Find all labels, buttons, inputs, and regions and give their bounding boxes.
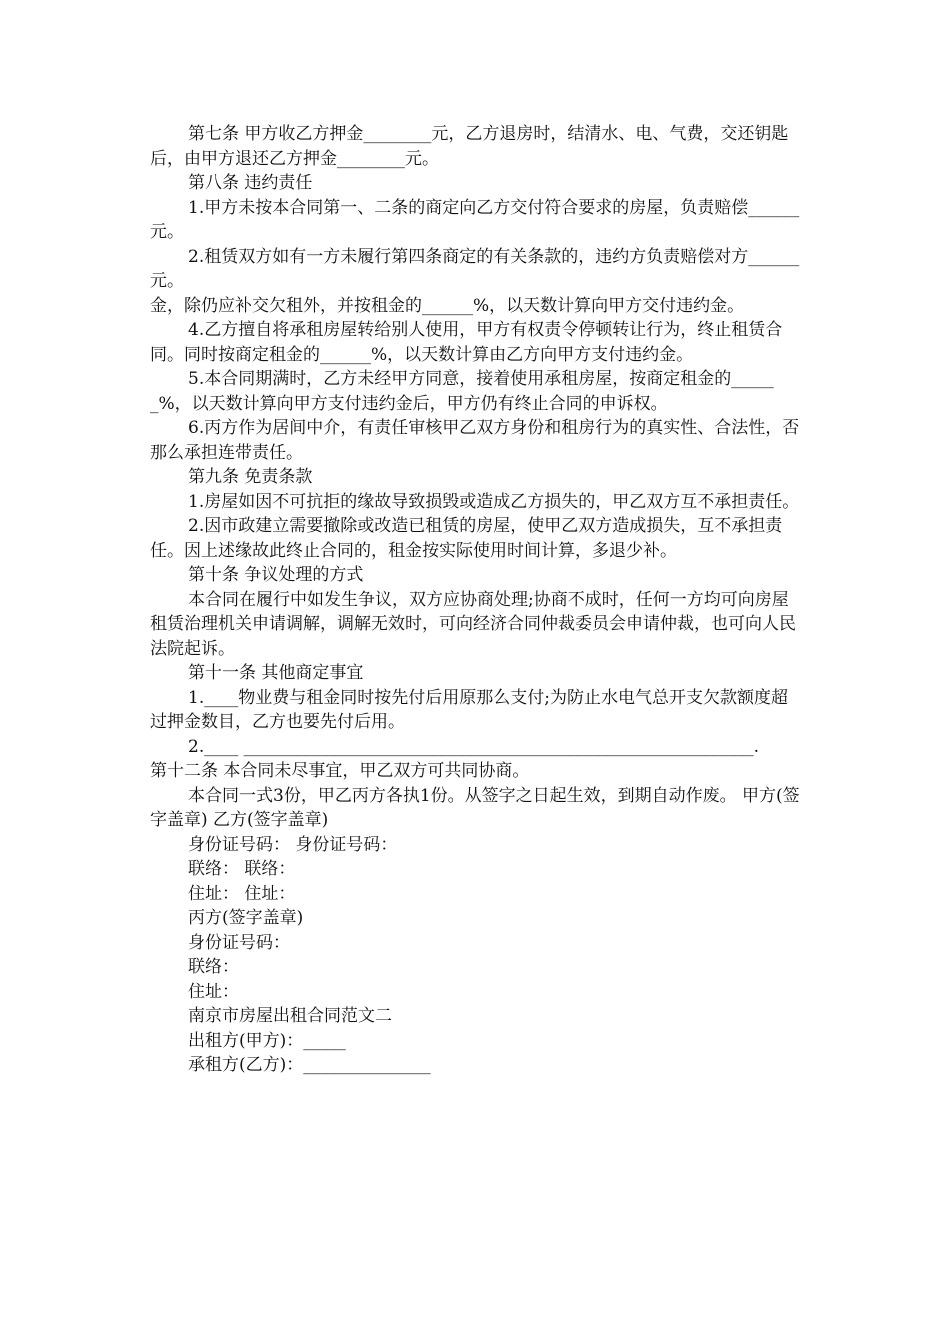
address-line: 住址： 住址： [188,883,296,904]
clause-11-item-2: 2.____ ____________________________________________________________. [188,736,760,757]
clause-8-item-1: 1.甲方未按本合同第一、二条的商定向乙方交付符合要求的房屋，负责赔偿______元。 [150,197,800,242]
clause-8-item-4: 4.乙方擅自将承租房屋转给别人使用，甲方有权责令停顿转让行为，终止租赁合同。同时按商定租金的______%，以天数计算由乙方向甲方支付违约金。 [150,320,783,365]
clause-8-item-2: 2.租赁双方如有一方未履行第四条商定的有关条款的，违约方负责赔偿对方______元。 [150,246,800,291]
clause-8-heading: 第八条 违约责任 [188,173,313,193]
copies-and-signatures: 本合同一式3份，甲乙丙方各执1份。从签字之日起生效，到期自动作废。 甲方(签字盖章) 乙方(签字盖章) [150,785,800,830]
party-c-address: 住址： [188,981,239,1002]
clause-9-heading: 第九条 免责条款 [188,467,313,487]
clause-11-heading: 第十一条 其他商定事宜 [188,663,364,683]
clause-9-item-2: 2.因市政建立需要撤除或改造已租赁的房屋，使甲乙双方造成损失，互不承担责任。因上述缘故此终止合同的，租金按实际使用时间计算，多退少补。 [150,516,783,561]
party-c-id-number: 身份证号码： [188,932,290,953]
document-body [150,122,800,1078]
party-c-signature: 丙方(签字盖章) [188,908,304,928]
contact-line: 联络： 联络： [188,859,296,879]
id-number-line: 身份证号码： 身份证号码： [188,834,398,855]
clause-9-item-1: 1.房屋如因不可抗拒的缘故导致损毁或造成乙方损失的，甲乙双方互不承担责任。 [188,491,800,512]
clause-8-item-3-fragment: 金，除仍应补交欠租外，并按租金的______%，以天数计算向甲方交付违约金。 [150,295,745,316]
clause-11-item-1: 1.____物业费与租金同时按先付后用原那么支付;为防止水电气总开支欠款额度超过押金数目，乙方也要先付后用。 [150,687,788,732]
lessor-line: 出租方(甲方)：_____ [188,1030,346,1051]
clause-8-item-5: 5.本合同期满时，乙方未经甲方同意，接着使用承租房屋，按商定租金的______%，以天数计算向甲方支付违约金后，甲方仍有终止合同的申诉权。 [150,369,774,414]
clause-8-item-6: 6.丙方作为居间中介，有责任审核甲乙双方身份和租房行为的真实性、合法性，否那么承担连带责任。 [150,418,800,463]
party-c-contact: 联络： [188,957,239,977]
clause-12: 第十二条 本合同未尽事宜，甲乙双方可共同协商。 [150,761,530,781]
clause-10-body: 本合同在履行中如发生争议，双方应协商处理;协商不成时，任何一方均可向房屋租赁治理机关申请调解，调解无效时，可向经济合同仲裁委员会申请仲裁，也可向人民法院起诉。 [150,589,796,659]
lessee-line: 承租方(乙方)：_______________ [188,1055,431,1075]
clause-10-heading: 第十条 争议处理的方式 [188,565,364,585]
sample-two-title: 南京市房屋出租合同范文二 [188,1006,392,1026]
clause-7-deposit: 第七条 甲方收乙方押金________元，乙方退房时，结清水、电、气费，交还钥匙后，由甲方退还乙方押金________元。 [150,124,789,169]
